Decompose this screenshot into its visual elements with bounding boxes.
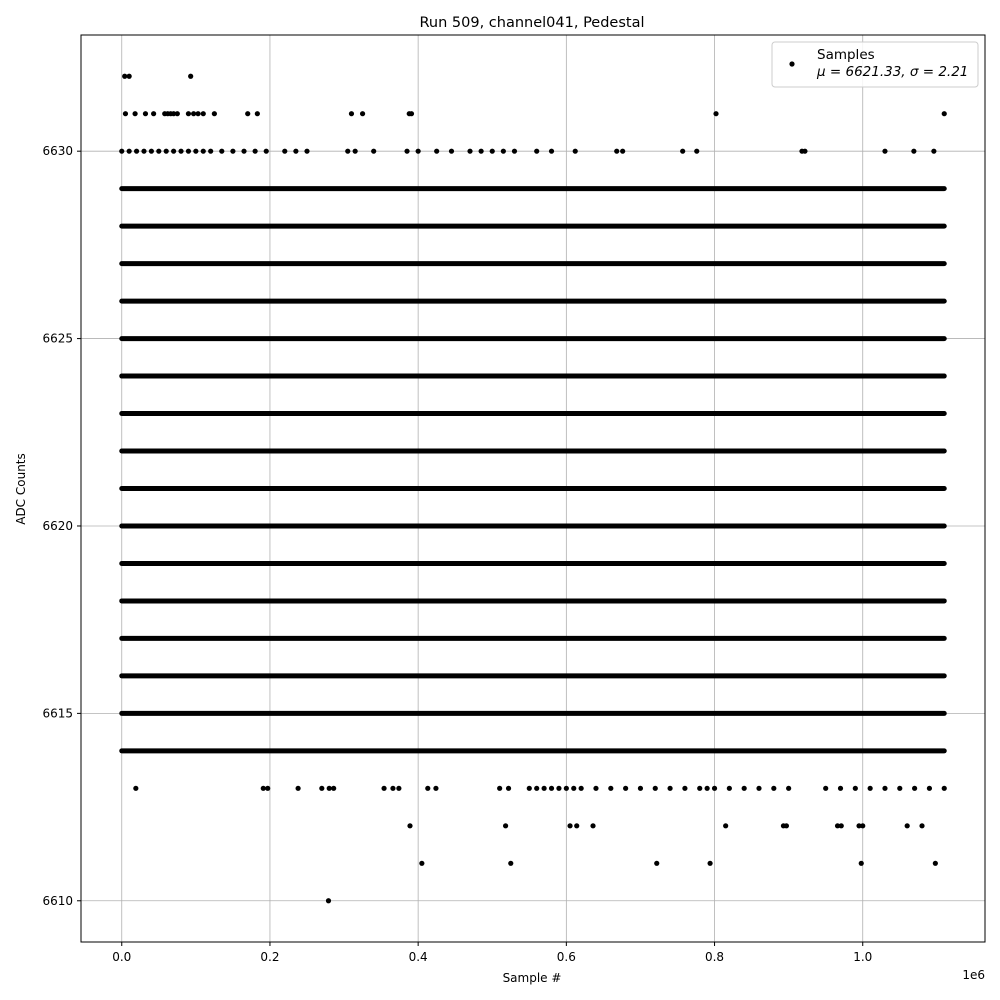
- sample-point: [742, 786, 747, 791]
- sample-point: [433, 786, 438, 791]
- sample-point: [508, 861, 513, 866]
- sample-point: [149, 149, 154, 154]
- sample-point: [823, 786, 828, 791]
- sample-point: [265, 786, 270, 791]
- x-axis-label: Sample #: [502, 971, 562, 985]
- sample-point: [697, 786, 702, 791]
- sample-point: [614, 149, 619, 154]
- sample-point: [727, 786, 732, 791]
- sample-point: [381, 786, 386, 791]
- sample-point: [608, 786, 613, 791]
- sample-point: [549, 149, 554, 154]
- sample-point: [839, 823, 844, 828]
- sample-point: [503, 823, 508, 828]
- sample-point: [707, 861, 712, 866]
- x-tick-label: 0.2: [260, 950, 280, 964]
- sample-point: [713, 111, 718, 116]
- sample-point: [171, 149, 176, 154]
- sample-point: [882, 149, 887, 154]
- sample-point: [556, 786, 561, 791]
- sample-point: [593, 786, 598, 791]
- sample-point: [175, 111, 180, 116]
- sample-point: [712, 786, 717, 791]
- sample-point: [201, 149, 206, 154]
- sample-point: [527, 786, 532, 791]
- sample-point: [853, 786, 858, 791]
- sample-point: [156, 149, 161, 154]
- sample-point: [326, 898, 331, 903]
- sample-point: [132, 111, 137, 116]
- sample-point: [653, 786, 658, 791]
- sample-point: [919, 823, 924, 828]
- sample-point: [134, 149, 139, 154]
- sample-point: [404, 149, 409, 154]
- sample-point: [784, 823, 789, 828]
- sample-point: [911, 149, 916, 154]
- sample-point: [201, 111, 206, 116]
- legend-marker: [789, 61, 794, 66]
- sample-point: [723, 823, 728, 828]
- x-tick-label: 0.4: [408, 950, 428, 964]
- sample-point: [638, 786, 643, 791]
- sample-point: [371, 149, 376, 154]
- sample-point: [141, 149, 146, 154]
- chart-title: Run 509, channel041, Pedestal: [419, 15, 645, 31]
- sample-point: [119, 149, 124, 154]
- sample-point: [390, 786, 395, 791]
- sample-point: [501, 149, 506, 154]
- sample-point: [927, 786, 932, 791]
- sample-point: [345, 149, 350, 154]
- sample-point: [264, 149, 269, 154]
- sample-point: [549, 786, 554, 791]
- sample-point: [942, 786, 947, 791]
- sample-point: [296, 786, 301, 791]
- sample-point: [425, 786, 430, 791]
- sample-point: [694, 149, 699, 154]
- sample-point: [771, 786, 776, 791]
- sample-point: [230, 149, 235, 154]
- y-tick-label: 6625: [42, 331, 73, 346]
- sample-point: [319, 786, 324, 791]
- sample-point: [331, 786, 336, 791]
- x-tick-label: 0.6: [556, 950, 576, 964]
- sample-point: [942, 111, 947, 116]
- sample-point: [255, 111, 260, 116]
- sample-point: [133, 786, 138, 791]
- y-tick-label: 6630: [42, 144, 73, 159]
- legend: [772, 42, 978, 87]
- sample-point: [512, 149, 517, 154]
- sample-point: [571, 786, 576, 791]
- sample-point: [573, 149, 578, 154]
- sample-point: [353, 149, 358, 154]
- sample-point: [151, 111, 156, 116]
- sample-point: [186, 149, 191, 154]
- sample-point: [838, 786, 843, 791]
- y-axis-label: ADC Counts: [14, 453, 28, 525]
- sample-point: [620, 149, 625, 154]
- sample-point: [241, 149, 246, 154]
- y-tick-label: 6610: [42, 893, 73, 908]
- sample-point: [193, 149, 198, 154]
- sample-point: [122, 74, 127, 79]
- sample-point: [933, 861, 938, 866]
- sample-point: [123, 111, 128, 116]
- sample-point: [293, 149, 298, 154]
- sample-point: [905, 823, 910, 828]
- sample-point: [860, 823, 865, 828]
- sample-point: [282, 149, 287, 154]
- sample-point: [327, 786, 332, 791]
- sample-point: [897, 786, 902, 791]
- y-tick-label: 6615: [42, 706, 73, 721]
- sample-point: [567, 823, 572, 828]
- sample-point: [304, 149, 309, 154]
- sample-point: [579, 786, 584, 791]
- sample-point: [195, 111, 200, 116]
- sample-point: [479, 149, 484, 154]
- sample-point: [490, 149, 495, 154]
- sample-point: [542, 786, 547, 791]
- sample-point: [912, 786, 917, 791]
- sample-point: [188, 74, 193, 79]
- legend-series-name: Samples: [817, 47, 875, 63]
- sample-point: [219, 149, 224, 154]
- sample-point: [590, 823, 595, 828]
- sample-point: [667, 786, 672, 791]
- sample-point: [534, 786, 539, 791]
- sample-point: [191, 111, 196, 116]
- sample-point: [882, 786, 887, 791]
- sample-point: [127, 74, 132, 79]
- sample-point: [261, 786, 266, 791]
- sample-point: [868, 786, 873, 791]
- sample-point: [449, 149, 454, 154]
- sample-point: [245, 111, 250, 116]
- sample-point: [143, 111, 148, 116]
- sample-point: [360, 111, 365, 116]
- sample-point: [564, 786, 569, 791]
- sample-point: [705, 786, 710, 791]
- y-tick-label: 6620: [42, 518, 73, 533]
- sample-point: [756, 786, 761, 791]
- sample-point: [680, 149, 685, 154]
- sample-point: [654, 861, 659, 866]
- sample-point: [802, 149, 807, 154]
- sample-point: [186, 111, 191, 116]
- sample-point: [497, 786, 502, 791]
- sample-point: [419, 861, 424, 866]
- x-tick-label: 0.0: [112, 950, 132, 964]
- sample-point: [506, 786, 511, 791]
- sample-point: [178, 149, 183, 154]
- sample-point: [396, 786, 401, 791]
- sample-point: [859, 861, 864, 866]
- sample-point: [682, 786, 687, 791]
- x-axis-offset-label: 1e6: [962, 968, 985, 982]
- sample-point: [786, 786, 791, 791]
- sample-point: [212, 111, 217, 116]
- x-tick-label: 0.8: [704, 950, 725, 964]
- sample-point: [434, 149, 439, 154]
- x-tick-label: 1.0: [853, 950, 873, 964]
- sample-point: [253, 149, 258, 154]
- sample-point: [623, 786, 628, 791]
- legend-stats: μ = 6621.33, σ = 2.21: [817, 64, 969, 80]
- sample-point: [127, 149, 132, 154]
- sample-point: [407, 823, 412, 828]
- sample-point: [409, 111, 414, 116]
- sample-point: [467, 149, 472, 154]
- sample-point: [164, 149, 169, 154]
- sample-point: [416, 149, 421, 154]
- sample-point: [208, 149, 213, 154]
- sample-point: [349, 111, 354, 116]
- sample-point: [534, 149, 539, 154]
- sample-point: [574, 823, 579, 828]
- sample-point: [931, 149, 936, 154]
